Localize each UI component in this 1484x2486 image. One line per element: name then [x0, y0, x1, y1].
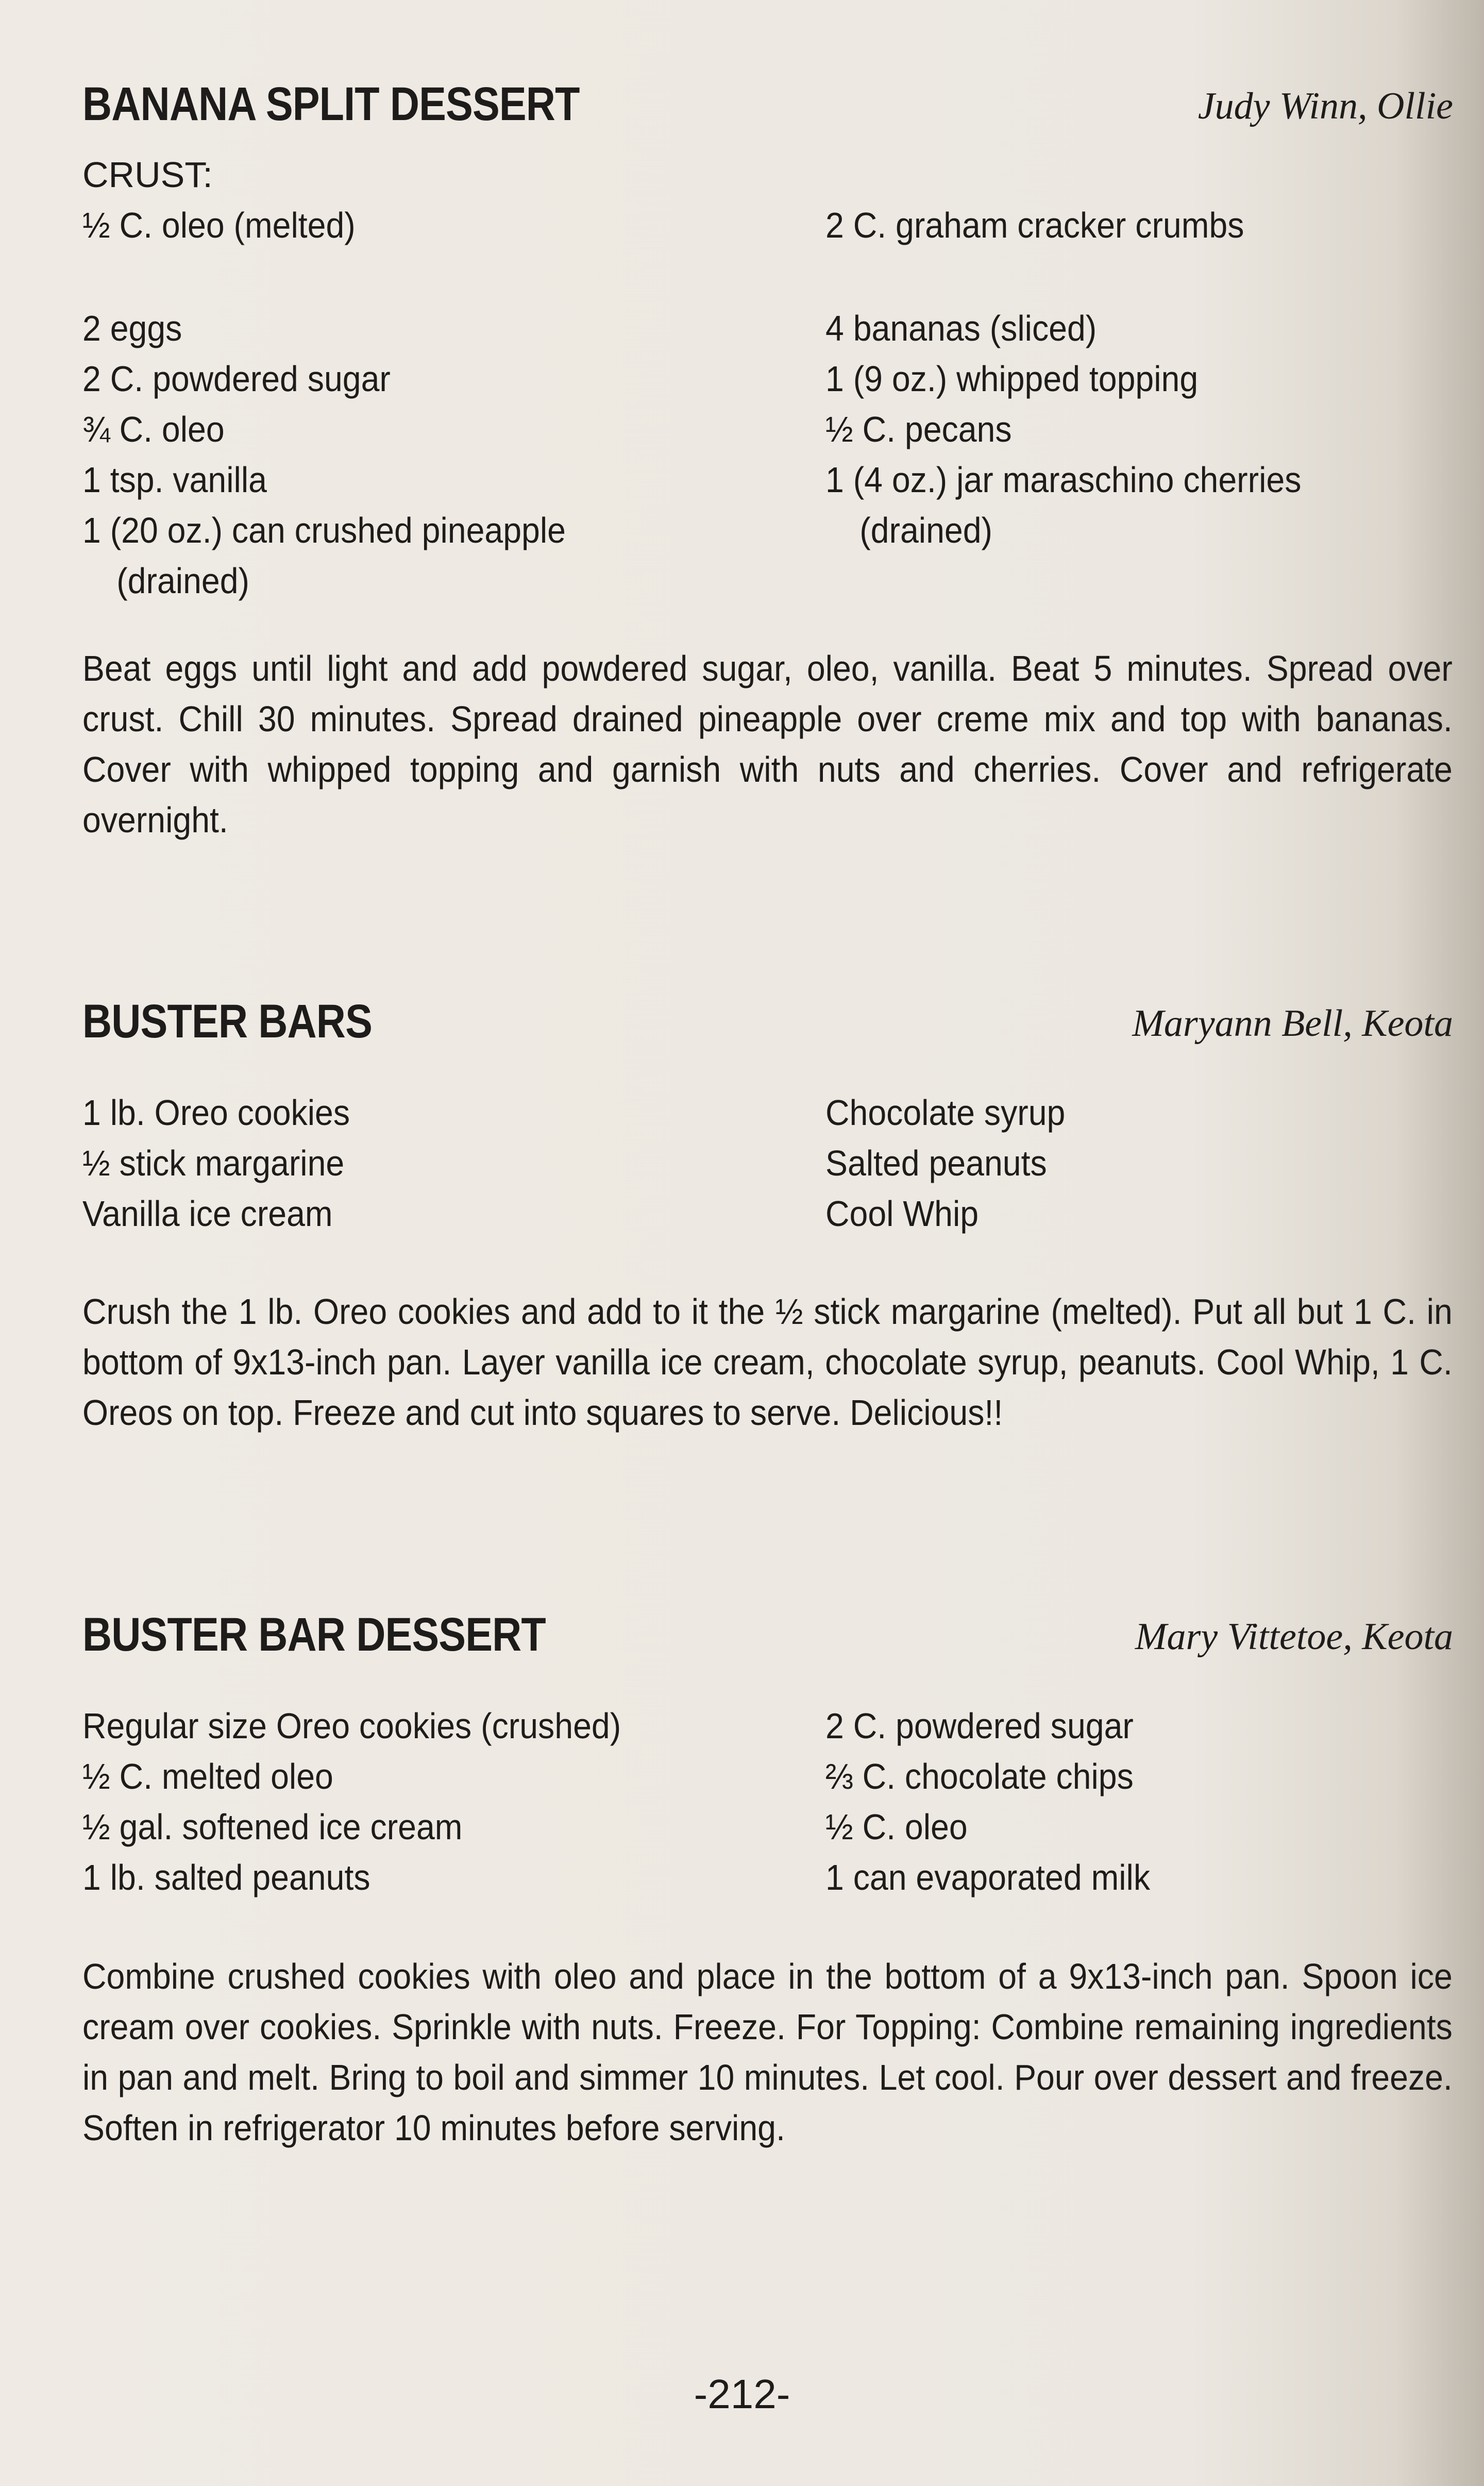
ingredient: Cool Whip [825, 1194, 979, 1234]
recipe-directions: Beat eggs until light and add powdered sugar, oleo, vanilla. Beat 5 minutes. Spread over crust. Chill 30 minutes. Spread drained pineapple over creme mix and top with bananas. Cover with whipped topping and garnish with nuts and cherries. Cover and refrigerate overnight. [82, 648, 1453, 840]
ingredient: 1 (9 oz.) whipped topping [825, 359, 1199, 399]
ingredient: Vanilla ice cream [82, 1194, 333, 1234]
recipe-author: Judy Winn, Ollie [1198, 85, 1453, 127]
filling-ingredients [82, 303, 1453, 612]
ingredient: 1 (20 oz.) can crushed pineapple [82, 510, 566, 550]
ingredient: Chocolate syrup [825, 1093, 1066, 1133]
ingredient: ⅔ C. chocolate chips [825, 1756, 1134, 1796]
ingredient: (drained) [116, 561, 249, 601]
recipe-author: Maryann Bell, Keota [1132, 1002, 1453, 1045]
ingredient: 1 lb. salted peanuts [82, 1857, 370, 1897]
page-number: -212- [694, 2371, 790, 2417]
ingredient: ¾ C. oleo [82, 409, 225, 449]
recipe-banana-split-dessert [82, 77, 1453, 845]
ingredients-right-column [825, 1087, 1444, 1239]
crust-right-column [825, 200, 1444, 250]
crust-left-column [82, 200, 794, 250]
ingredients [82, 1701, 1453, 1907]
recipe-header [82, 1608, 1453, 1680]
ingredients-right-column [825, 1701, 1444, 1903]
recipe-header [82, 995, 1453, 1067]
ingredient: 2 C. powdered sugar [825, 1706, 1134, 1746]
ingredient: ½ gal. softened ice cream [82, 1807, 463, 1847]
crust-label: CRUST: [82, 155, 213, 195]
recipe-header [82, 77, 1453, 149]
ingredient: ½ C. pecans [825, 409, 1012, 449]
recipe-title: BUSTER BAR DESSERT [82, 1608, 546, 1661]
recipe-title: BUSTER BARS [82, 995, 372, 1048]
ingredient: 2 C. powdered sugar [82, 359, 391, 399]
recipe-directions: Crush the 1 lb. Oreo cookies and add to it the ½ stick margarine (melted). Put all but 1 C. in bottom of 9x13-inch pan. Layer vanilla ice cream, chocolate syrup, peanuts. Cool Whip, 1 C. Oreos on top. Freeze and cut into squares to serve. Delicious!! [82, 1291, 1453, 1433]
ingredient: 1 can evaporated milk [825, 1857, 1151, 1897]
ingredient: 2 C. graham cracker crumbs [825, 205, 1244, 245]
recipe-directions: Combine crushed cookies with oleo and place in the bottom of a 9x13-inch pan. Spoon ice cream over cookies. Sprinkle with nuts. Freeze. For Topping: Combine remaining ingredients in pan and melt. Bring to boil and simmer 10 minutes. Let cool. Pour over dessert and freeze. Soften in refrigerator 10 minutes before serving. [82, 1956, 1453, 2148]
ingredient: ½ C. oleo (melted) [82, 205, 356, 245]
ingredient: ½ stick margarine [82, 1143, 345, 1183]
recipe-buster-bar-dessert [82, 1608, 1453, 2153]
ingredient: Salted peanuts [825, 1143, 1047, 1183]
ingredients-left-column [82, 1087, 794, 1239]
ingredient: 4 bananas (sliced) [825, 308, 1097, 348]
recipe-author: Mary Vittetoe, Keota [1135, 1616, 1453, 1658]
ingredient: ½ C. melted oleo [82, 1756, 333, 1796]
ingredient: (drained) [859, 510, 992, 550]
ingredient: Regular size Oreo cookies (crushed) [82, 1706, 621, 1746]
ingredients-left-column [82, 1701, 794, 1903]
ingredient: 1 (4 oz.) jar maraschino cherries [825, 460, 1302, 500]
recipe-buster-bars [82, 995, 1453, 1438]
ingredient: 1 lb. Oreo cookies [82, 1093, 350, 1133]
ingredient: 1 tsp. vanilla [82, 460, 267, 500]
ingredient: ½ C. oleo [825, 1807, 968, 1847]
ingredient: 2 eggs [82, 308, 182, 348]
ingredients [82, 1087, 1453, 1242]
ingredients-right-column [825, 303, 1444, 556]
ingredients-left-column [82, 303, 794, 606]
crust-ingredients [82, 200, 1453, 251]
recipe-title: BANANA SPLIT DESSERT [82, 78, 580, 130]
